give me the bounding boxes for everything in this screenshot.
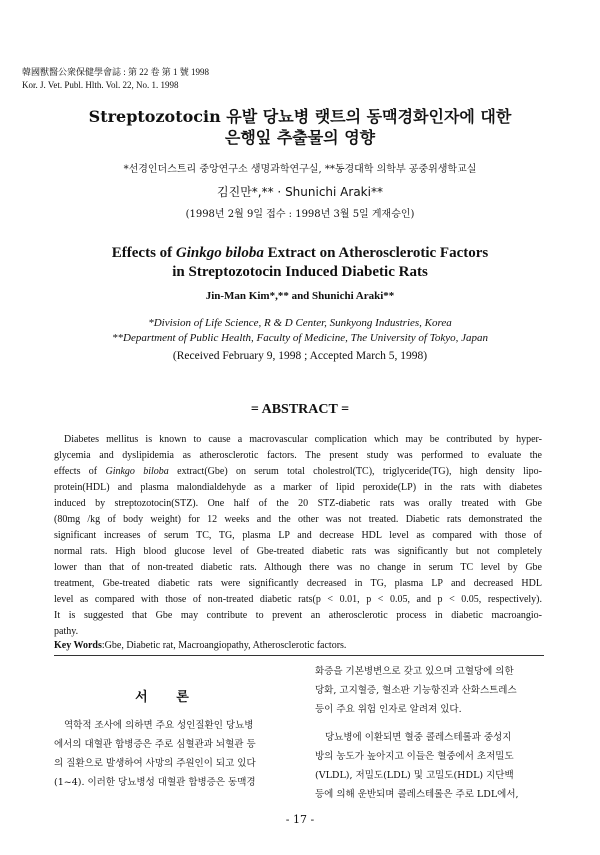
korean-dates: (1998년 2월 9일 접수 : 1998년 3월 5일 게재승인) xyxy=(185,209,415,220)
english-dates: (Received February 9, 1998 ; Accepted March 5, 1998) xyxy=(172,350,428,362)
body-text-line: 등이 주요 위험 인자로 알려져 있다. xyxy=(315,704,462,715)
english-title xyxy=(0,244,600,282)
abstract-line: glycemia and dyslipidemia as atherosclerotic factors. The present study was performed to evaluate the xyxy=(54,450,542,461)
abstract-line: pathy. xyxy=(54,626,79,637)
page-number: - 17 - xyxy=(285,813,315,826)
keywords xyxy=(54,640,346,651)
abstract-line: Diabetes mellitus is known to cause a macrovascular complication which may be contributed by hyper- xyxy=(64,434,542,445)
abstract-line: protein(HDL) and plasma malondialdehyde as a marker of lipid peroxide(LP) in the rats with diabetes xyxy=(54,482,542,493)
body-text-line: (VLDL), 저밀도(LDL) 및 고밀도(HDL) 지단백 xyxy=(315,770,514,781)
section-heading-introduction: 서 론 xyxy=(135,690,201,705)
english-title-line-2: in Streptozotocin Induced Diabetic Rats xyxy=(172,264,428,280)
left-column xyxy=(54,716,285,792)
abstract-line: It is suggested that Gbe may contribute to prevent an atherosclerotic process in diabetic macroangio- xyxy=(54,610,542,621)
keywords-text: :Gbe, Diabetic rat, Macroangiopathy, Atherosclerotic factors. xyxy=(101,640,347,651)
korean-authors: 김진만*,** · Shunichi Araki** xyxy=(217,185,383,199)
english-title-pre: Effects of xyxy=(111,245,176,261)
abstract-line: level as compared with those of non-treated diabetic rats(p < 0.01, p < 0.05, and p < 0.05, respectively). xyxy=(54,594,542,605)
body-text-line: 등에 의해 운반되며 콜레스테롤은 주로 LDL에서, xyxy=(315,789,519,800)
right-column xyxy=(315,662,544,804)
korean-affiliation: *선경인더스트리 중앙연구소 생명과학연구실, **동경대학 의학부 공중위생학교실 xyxy=(123,164,477,175)
english-title-post: Extract on Atherosclerotic Factors xyxy=(263,245,489,261)
body-text-line: 당뇨병에 이환되면 혈중 콜레스테롤과 중성지 xyxy=(325,732,512,743)
korean-title-line-1: Streptozotocin 유발 당뇨병 랫트의 동맥경화인자에 대한 xyxy=(88,107,512,126)
paragraph-gap xyxy=(315,719,544,728)
abstract-line: treatment, Gbe-treated diabetic rats were significantly decreased in TG, plasma LP and decreased HDL xyxy=(54,578,542,589)
english-affiliation xyxy=(0,316,600,346)
body-text-line: 방의 농도가 높아지고 이들은 혈중에서 초저밀도 xyxy=(315,751,514,762)
english-title-line-1 xyxy=(0,244,600,263)
body-text-line: 에서의 대혈관 합병증은 주로 심혈관과 뇌혈관 등 xyxy=(54,739,256,750)
abstract-line: significant increases of serum TC, TG, plasma LP and decrease HDL level as compared with those of xyxy=(54,530,542,541)
body-text-line: 역학적 조사에 의하면 주요 성인질환인 당뇨병 xyxy=(64,720,254,731)
abstract-line: effects of Ginkgo biloba extract(Gbe) on serum total cholestrol(TC), triglyceride(TG), high density lipo- xyxy=(54,466,542,477)
body-text-line: 당화, 고지혈증, 혈소판 기능항진과 산화스트레스 xyxy=(315,685,517,696)
abstract-line: lower than that of non-treated diabetic rats. Although there was no change in serum TC level by Gbe xyxy=(54,562,542,573)
body-text-line: 의 질환으로 발생하여 사망의 주원인이 되고 있다 xyxy=(54,758,256,769)
section-divider xyxy=(54,655,544,656)
abstract-heading: = ABSTRACT = xyxy=(250,402,350,417)
english-affiliation-line-1: *Division of Life Science, R & D Center, Sunkyong Industries, Korea xyxy=(148,317,452,329)
english-affiliation-line-2: **Department of Public Health, Faculty of Medicine, The University of Tokyo, Japan xyxy=(112,332,488,344)
english-title-species: Ginkgo biloba xyxy=(175,245,264,261)
abstract-line: (80mg /kg of body weight) for 12 weeks and the other was not treated. Diabetic rats demonstrated the xyxy=(54,514,542,525)
abstract-line: normal rats. High blood glucose level of Gbe-treated diabetic rats was significantly but not completely xyxy=(54,546,542,557)
keywords-label: Key Words xyxy=(54,640,102,651)
body-text-line: (1~4). 이러한 당뇨병성 대혈관 합병증은 동맥경 xyxy=(54,777,256,788)
english-authors: Jin-Man Kim*,** and Shunichi Araki** xyxy=(205,290,395,302)
korean-title-line-2: 은행잎 추출물의 영향 xyxy=(224,128,376,147)
journal-header-english: Kor. J. Vet. Publ. Hlth. Vol. 22, No. 1. 1998 xyxy=(22,80,179,90)
abstract-line: induced by streptozotocin(STZ). One half of the 20 STZ-diabetic rats was orally treated with Gbe xyxy=(54,498,542,509)
journal-header-korean: 韓國獸醫公衆保健學會誌 : 第 22 卷 第 1 號 1998 xyxy=(22,67,210,77)
abstract-body xyxy=(54,432,542,640)
body-text-line: 화증을 기본병변으로 갖고 있으며 고혈당에 의한 xyxy=(315,666,514,677)
korean-title xyxy=(0,106,600,148)
journal-header xyxy=(22,66,209,92)
